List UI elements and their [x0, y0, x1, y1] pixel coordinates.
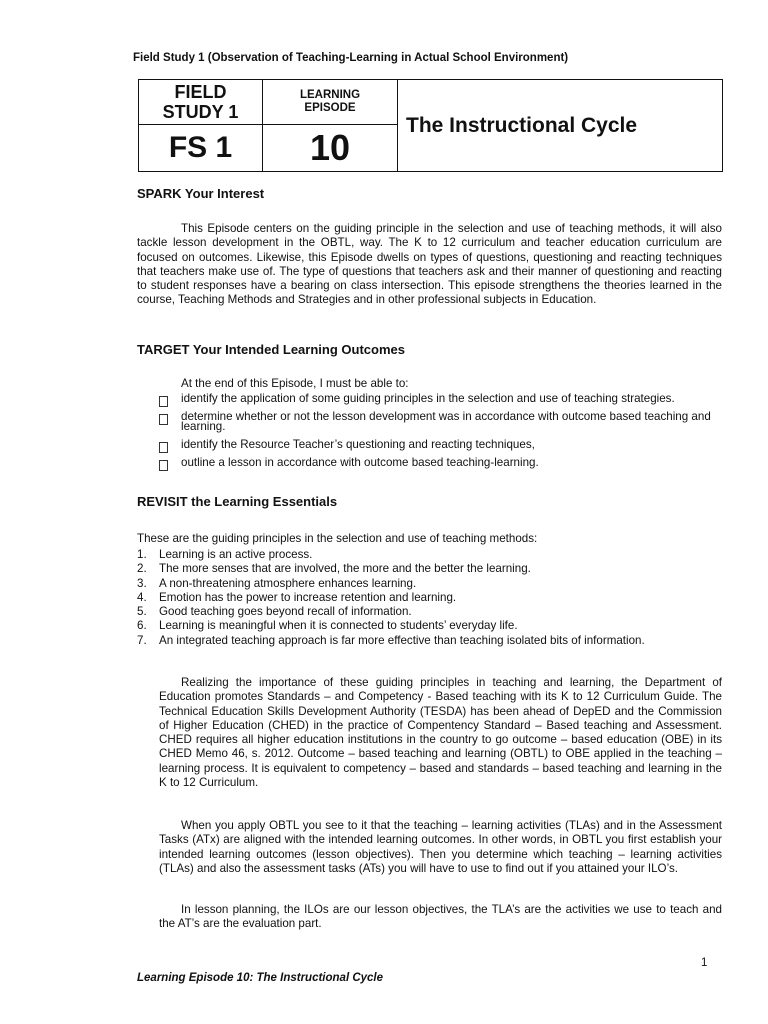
- principles-list: [137, 548, 722, 648]
- spark-paragraph: This Episode centers on the guiding principle in the selection and use of teaching methods, it will also tackle lesson development in the OBTL, way. The K to 12 curriculum and teacher education curriculum are focused on outcomes. Likewise, this Episode dwells on types of questions, questioning and reacting techniques that teachers make use of. The type of questions that teachers ask and their manner of questioning and reacting to student responses have a bearing on class intersection. This episode strengthens the theories learned in the course, Teaching Methods and Strategies and in other professional subjects in Education.: [137, 222, 722, 307]
- footer-text: Learning Episode 10: The Instructional Cycle: [137, 972, 384, 984]
- lesson-planning-paragraph: In lesson planning, the ILOs are our lesson objectives, the TLA’s are the activities we use to teach and the AT’s are the evaluation part.: [159, 903, 722, 931]
- checkbox-bullet-icon: [159, 414, 168, 425]
- field-study-label: FIELD STUDY 1: [162, 82, 239, 122]
- principle-text: Learning is an active process.: [159, 548, 313, 561]
- principle-item: [137, 619, 722, 633]
- obe-paragraph: Realizing the importance of these guiding principles in teaching and learning, the Department of Education promotes Standards – and Competency - Based teaching with its K to 12 Curriculum Guide. The Technical Education Skills Development Authority (TESDA) has been ahead of DepED and the Commission of Higher Education (CHED) in the practice of Compentency Standard – Based teaching and Assessment. CHED requires all higher education institutions in the country to go outcome – based education (OBE) in its CHED Memo 46, s. 2012. Outcome – based teaching and learning (OBTL) to OBE applied in the teaching – learning process. It is equivalent to competency – based and standards – based teaching and learning in the K to 12 Curriculum.: [159, 676, 722, 790]
- outcome-item: [159, 458, 722, 468]
- revisit-intro: These are the guiding principles in the selection and use of teaching methods:: [137, 532, 538, 545]
- principle-number: 6.: [137, 619, 147, 633]
- outcome-item: [159, 412, 722, 432]
- target-heading: TARGET Your Intended Learning Outcomes: [137, 342, 405, 357]
- principle-number: 7.: [137, 633, 147, 647]
- principle-number: 3.: [137, 576, 147, 590]
- outcome-text: identify the Resource Teacher’s questioning and reacting techniques,: [181, 438, 535, 451]
- principle-item: [137, 577, 722, 591]
- principle-item: [137, 548, 722, 562]
- principle-number: 4.: [137, 590, 147, 604]
- checkbox-bullet-icon: [159, 460, 168, 471]
- page-number: 1: [701, 957, 708, 969]
- learning-episode-cell: [263, 80, 398, 125]
- outcome-text: identify the application of some guiding principles in the selection and use of teaching strategies.: [181, 392, 675, 405]
- title-box: [138, 79, 723, 172]
- principle-text: Learning is meaningful when it is connected to students’ everyday life.: [159, 619, 518, 633]
- principle-number: 5.: [137, 605, 147, 619]
- checkbox-bullet-icon: [159, 396, 168, 407]
- principle-item: [137, 562, 722, 576]
- principle-text: A non-threatening atmosphere enhances learning.: [159, 576, 417, 590]
- principle-item: [137, 634, 722, 648]
- obtl-paragraph: When you apply OBTL you see to it that the teaching – learning activities (TLAs) and in the Assessment Tasks (ATx) are aligned with the intended learning outcomes. In other words, in OBTL you first establish your intended learning outcomes (lesson objectives). Then you determine which teaching – learning activities (TLAs) and also the assessment tasks (ATs) you will have to use to find out if you attained your ILO’s.: [159, 819, 722, 875]
- principle-text: An integrated teaching approach is far more effective than teaching isolated bits of information.: [159, 633, 645, 647]
- episode-title: The Instructional Cycle: [398, 80, 723, 172]
- principle-item: [137, 591, 722, 605]
- learning-episode-label: LEARNING EPISODE: [299, 89, 361, 114]
- episode-number: 10: [263, 125, 398, 172]
- principle-text: The more senses that are involved, the more and the better the learning.: [159, 562, 531, 576]
- checkbox-bullet-icon: [159, 442, 168, 453]
- principle-number: 2.: [137, 562, 147, 576]
- principle-text: Good teaching goes beyond recall of information.: [159, 605, 412, 619]
- outcome-text: outline a lesson in accordance with outcome based teaching-learning.: [181, 456, 539, 469]
- principle-number: 1.: [137, 548, 147, 561]
- spark-heading: SPARK Your Interest: [137, 186, 265, 201]
- outcome-text: determine whether or not the lesson development was in accordance with outcome based teaching and learning.: [181, 410, 711, 433]
- outcome-item: [159, 440, 722, 450]
- principle-item: [137, 605, 722, 619]
- principle-text: Emotion has the power to increase retention and learning.: [159, 590, 457, 604]
- outcome-item: [159, 394, 722, 404]
- field-study-cell: [139, 80, 263, 125]
- target-intro: At the end of this Episode, I must be able to:: [181, 377, 409, 390]
- document-header: Field Study 1 (Observation of Teaching-Learning in Actual School Environment): [133, 52, 569, 64]
- fs-code: FS 1: [139, 125, 263, 172]
- outcomes-list: [159, 394, 722, 468]
- revisit-heading: REVISIT the Learning Essentials: [137, 494, 338, 509]
